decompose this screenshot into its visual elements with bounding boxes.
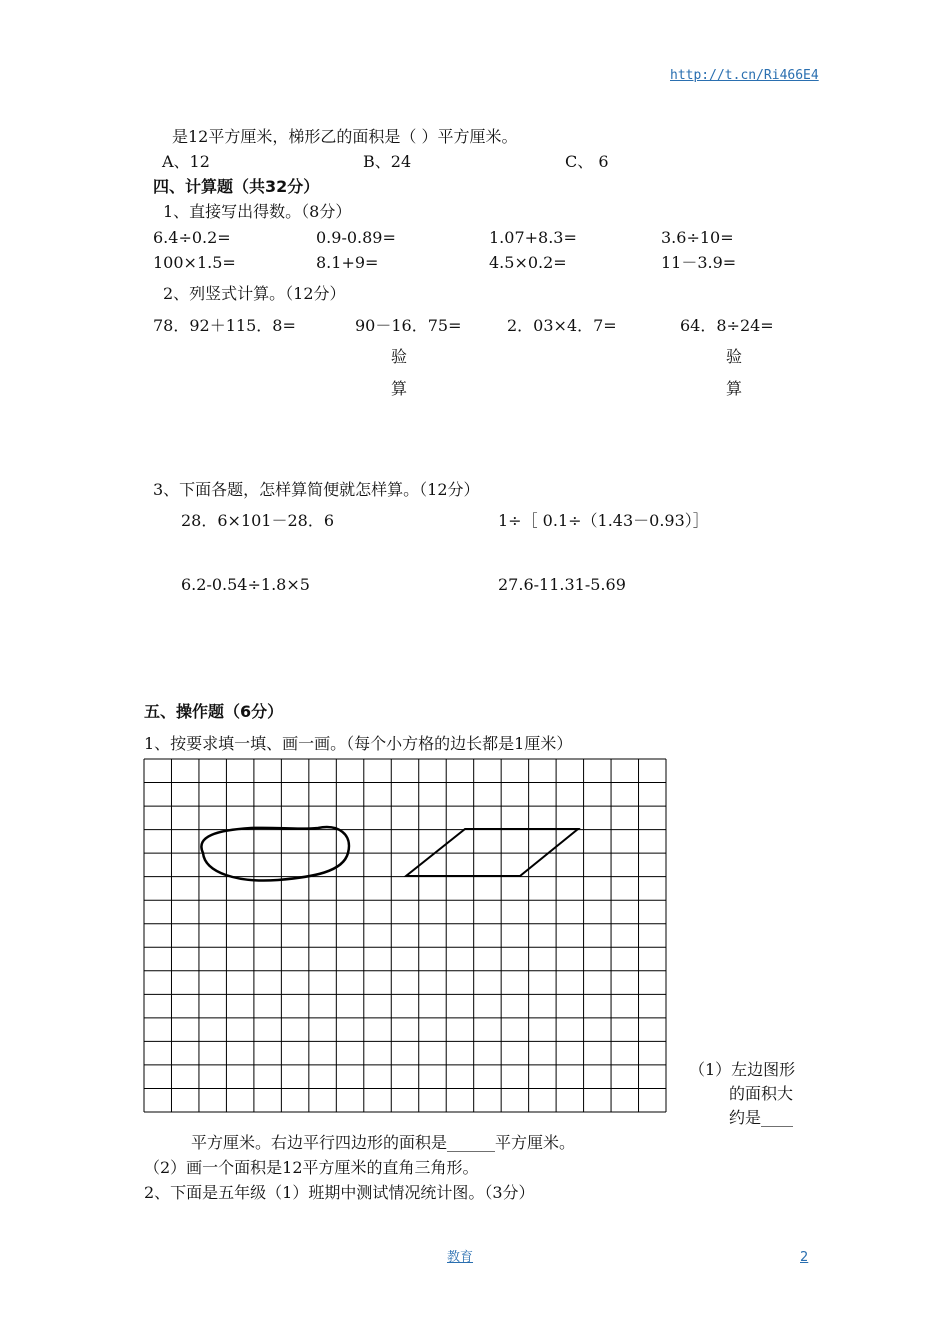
section5-p1-title: 1、按要求填一填、画一画。（每个小方格的边长都是1厘米） [144, 734, 573, 753]
calc-r1-c3: 1.07+8.3= [489, 228, 577, 247]
calc-r1-c1: 6.4÷0.2= [153, 228, 231, 247]
square-grid [143, 758, 667, 1113]
vertical-calc-3: 2．03×4．7= [507, 316, 617, 335]
section4-p3-title: 3、下面各题，怎样算简便就怎样算。（12分） [153, 480, 480, 499]
side-text-line-1: （1）左边图形 [689, 1060, 796, 1079]
vertical-calc-4: 64．8÷24= [680, 316, 774, 335]
calc-r1-c2: 0.9-0.89= [316, 228, 396, 247]
simplify-calc-3: 6.2-0.54÷1.8×5 [181, 575, 310, 594]
simplify-calc-1: 28．6×101－28．6 [181, 511, 335, 530]
simplify-calc-4: 27.6-11.31-5.69 [498, 575, 626, 594]
section5-p2-title: 2、下面是五年级（1）班期中测试情况统计图。（3分） [144, 1183, 535, 1202]
section4-title: 四、计算题（共32分） [153, 177, 320, 196]
q3-option-b: B、24 [363, 152, 412, 171]
check-char-yan-right: 验 [726, 347, 743, 366]
q3-option-c: C、 6 [565, 152, 609, 171]
calc-r2-c1: 100×1.5= [153, 253, 236, 272]
calc-r2-c4: 11－3.9= [661, 253, 737, 272]
vertical-calc-2: 90－16．75= [355, 316, 462, 335]
parallelogram-shape [406, 829, 578, 876]
section4-p2-title: 2、列竖式计算。（12分） [163, 284, 346, 303]
calc-r1-c4: 3.6÷10= [661, 228, 734, 247]
side-text-line-2: 的面积大 [729, 1084, 794, 1103]
side-text-line-3: 约是____ [729, 1108, 794, 1127]
check-char-suan-right: 算 [726, 379, 743, 398]
q3-tail-line: 是12平方厘米，梯形乙的面积是（ ）平方厘米。 [172, 127, 518, 146]
grid-lines [144, 759, 666, 1112]
check-char-yan-left: 验 [391, 347, 408, 366]
q3-option-a: A、12 [162, 152, 210, 171]
header-url-link[interactable]: http://t.cn/Ri466E4 [670, 68, 819, 83]
footer-label-link[interactable]: 教育 [447, 1250, 474, 1265]
page-number: 2 [800, 1250, 809, 1265]
simplify-calc-2: 1÷［ 0.1÷（1.43－0.93）］ [498, 511, 709, 530]
area-answer-line: 平方厘米。右边平行四边形的面积是______平方厘米。 [191, 1133, 576, 1152]
section5-title: 五、操作题（6分） [144, 702, 284, 721]
vertical-calc-1: 78．92＋115．8= [153, 316, 296, 335]
check-char-suan-left: 算 [391, 379, 408, 398]
section4-p1-title: 1、直接写出得数。（8分） [163, 202, 352, 221]
oval-shape [201, 827, 349, 880]
draw-triangle-instruction: （2）画一个面积是12平方厘米的直角三角形。 [144, 1158, 479, 1177]
calc-r2-c2: 8.1+9= [316, 253, 379, 272]
calc-r2-c3: 4.5×0.2= [489, 253, 567, 272]
